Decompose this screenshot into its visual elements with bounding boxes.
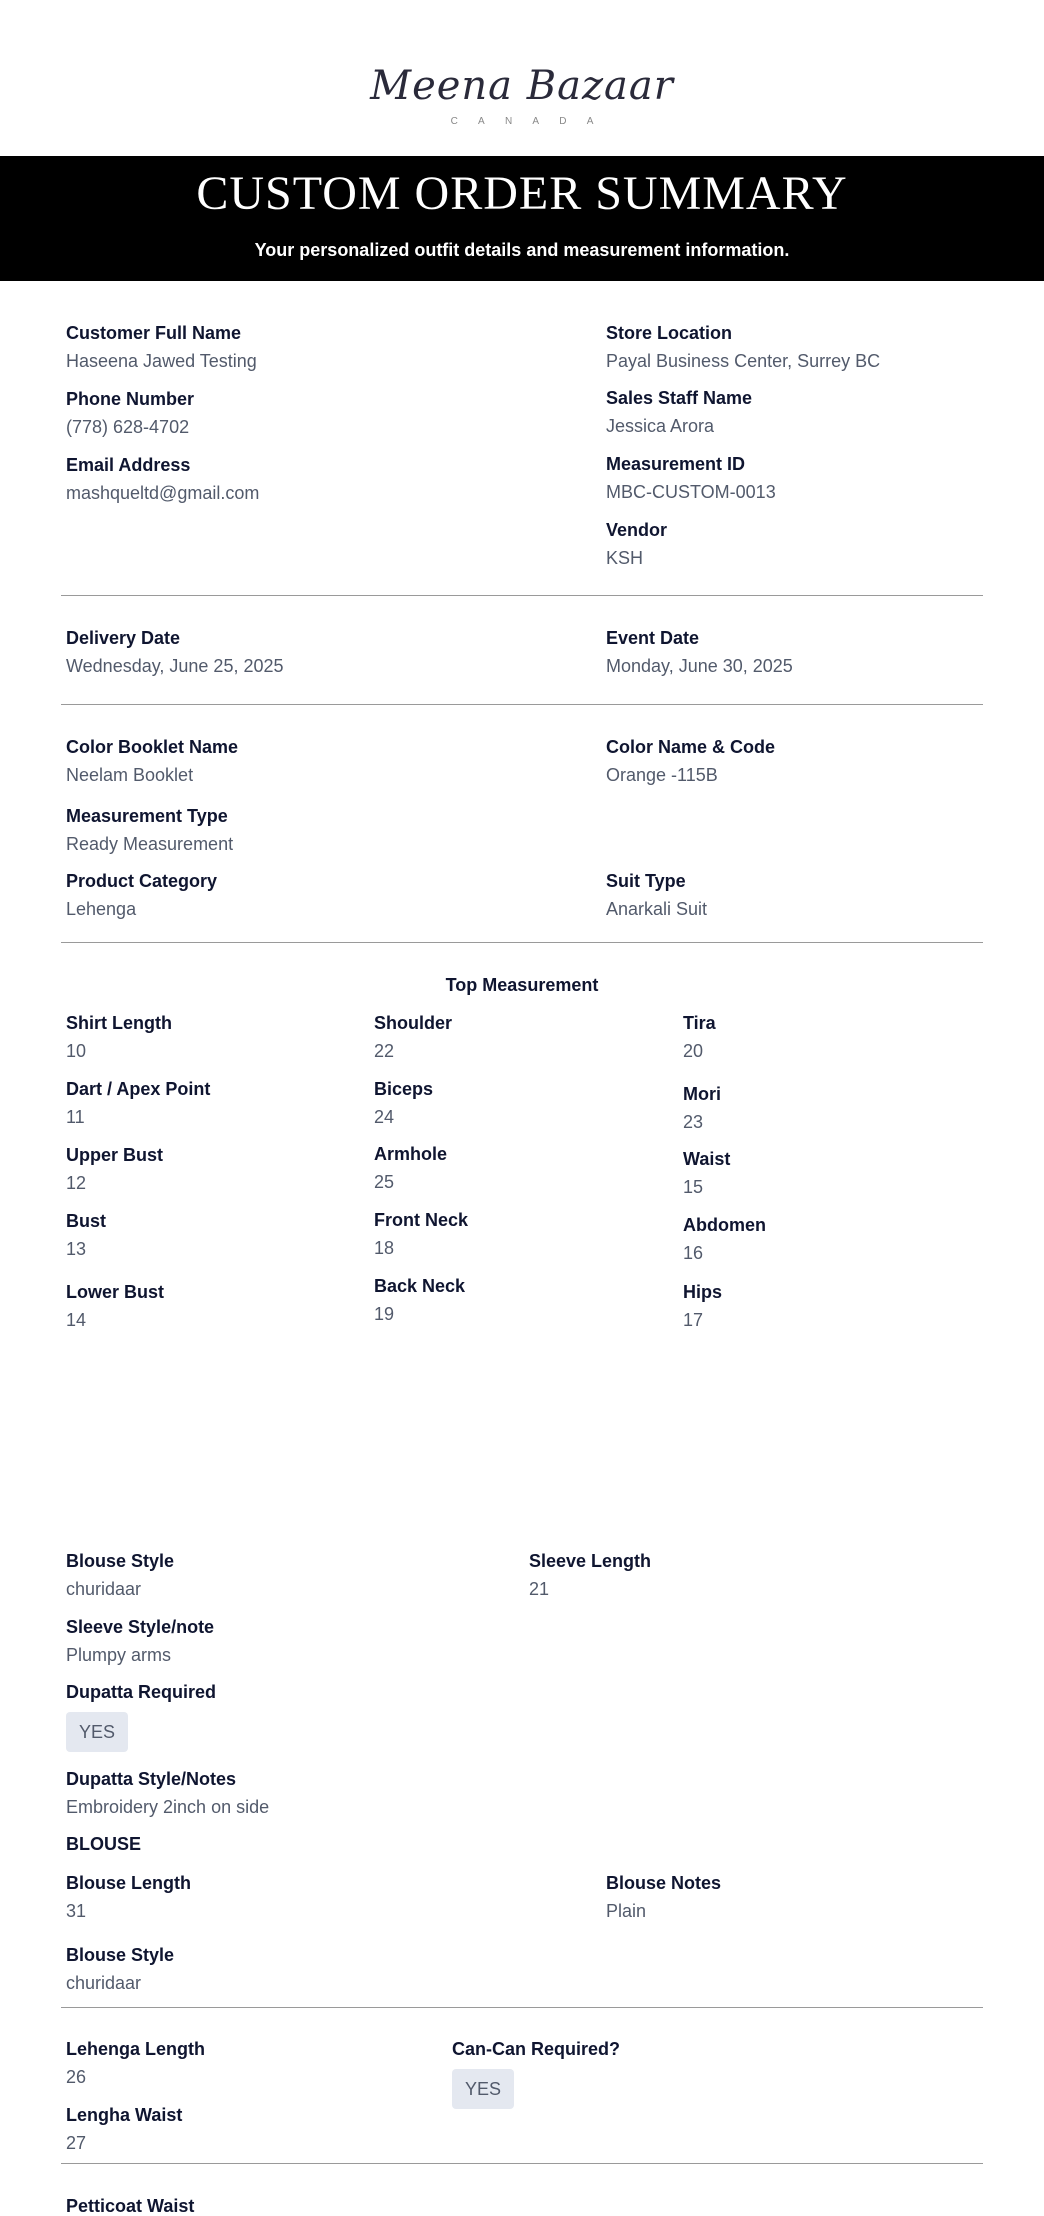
blouse-length-field	[66, 1872, 191, 1922]
measurement-hips	[683, 1281, 722, 1331]
field-label: Bust	[66, 1211, 106, 1231]
lehenga-waist-field	[66, 2104, 182, 2154]
blouse-heading	[66, 1833, 141, 1855]
field-value: 19	[374, 1304, 395, 1324]
blouse-notes-field	[606, 1872, 721, 1922]
field-value: Neelam Booklet	[66, 765, 194, 785]
section-divider	[61, 2007, 983, 2008]
field-label: Sleeve Style/note	[66, 1617, 215, 1637]
field-value: Anarkali Suit	[606, 899, 708, 919]
measurement-type-field	[66, 805, 233, 855]
section-heading: BLOUSE	[66, 1834, 142, 1854]
dupatta-required-field	[66, 1681, 216, 1752]
field-value: Embroidery 2inch on side	[66, 1797, 270, 1817]
field-label: Shoulder	[374, 1013, 453, 1033]
email-field	[66, 454, 259, 504]
field-value: 12	[66, 1173, 87, 1193]
measurement-dart-apex	[66, 1078, 210, 1128]
color-code-field	[606, 736, 775, 786]
top-measurement-heading: Top Measurement	[445, 975, 599, 995]
field-label: Abdomen	[683, 1215, 766, 1235]
header-banner	[0, 156, 1044, 281]
page-title: CUSTOM ORDER SUMMARY	[196, 167, 848, 220]
field-label: Sleeve Length	[529, 1551, 652, 1571]
field-label: Suit Type	[606, 871, 686, 891]
field-value: mashqueltd@gmail.com	[66, 483, 260, 503]
field-value: Plain	[606, 1901, 647, 1921]
field-label: Lengha Waist	[66, 2105, 183, 2125]
measurement-lower-bust	[66, 1281, 164, 1331]
field-label: Upper Bust	[66, 1145, 164, 1165]
measurement-upper-bust	[66, 1144, 163, 1194]
section-divider	[61, 704, 983, 705]
field-label: Blouse Notes	[606, 1873, 722, 1893]
status-badge: YES	[452, 2069, 514, 2109]
field-value: 22	[374, 1041, 395, 1061]
field-value: KSH	[606, 548, 644, 568]
field-label: Customer Full Name	[66, 323, 242, 343]
field-label: Event Date	[606, 628, 700, 648]
field-value: 14	[66, 1310, 87, 1330]
field-value: 25	[374, 1172, 395, 1192]
field-value: Lehenga	[66, 899, 137, 919]
field-label: Store Location	[606, 323, 733, 343]
field-value: 26	[66, 2067, 87, 2087]
measurement-shirt-length	[66, 1012, 172, 1062]
field-value: Jessica Arora	[606, 416, 715, 436]
field-label: Mori	[683, 1084, 721, 1104]
suit-type-field	[606, 870, 707, 920]
field-value: 27	[66, 2133, 87, 2153]
dupatta-notes-field	[66, 1768, 269, 1818]
measurement-shoulder	[374, 1012, 452, 1062]
field-label: Can-Can Required?	[452, 2039, 621, 2059]
brand-logo	[0, 63, 1044, 127]
field-value: 20	[683, 1041, 704, 1061]
field-label: Dupatta Style/Notes	[66, 1769, 237, 1789]
field-value: 13	[66, 1239, 87, 1259]
event-date-field	[606, 627, 793, 677]
measurement-front-neck	[374, 1209, 468, 1259]
measurement-id-field	[606, 453, 776, 503]
field-label: Vendor	[606, 520, 668, 540]
section-divider	[61, 595, 983, 596]
field-value: 18	[374, 1238, 395, 1258]
field-value: 31	[66, 1901, 87, 1921]
field-value: 17	[683, 1310, 704, 1330]
status-badge: YES	[66, 1712, 128, 1752]
field-value: churidaar	[66, 1579, 142, 1599]
page-subtitle: Your personalized outfit details and measurement information.	[254, 240, 790, 260]
field-label: Measurement ID	[606, 454, 746, 474]
measurement-back-neck	[374, 1275, 465, 1325]
measurement-armhole	[374, 1143, 447, 1193]
field-label: Dart / Apex Point	[66, 1079, 211, 1099]
sales-staff-field	[606, 387, 752, 437]
field-value: Orange -115B	[606, 765, 718, 785]
field-label: Blouse Style	[66, 1551, 175, 1571]
blouse-style-field-2	[66, 1944, 174, 1994]
field-label: Shirt Length	[66, 1013, 172, 1033]
field-label: Measurement Type	[66, 806, 228, 826]
field-value: (778) 628-4702	[66, 417, 190, 437]
field-value: Haseena Jawed Testing	[66, 351, 257, 371]
customer-name-field	[66, 322, 257, 372]
field-label: Dupatta Required	[66, 1682, 217, 1702]
field-label: Blouse Style	[66, 1945, 175, 1965]
phone-field	[66, 388, 194, 438]
field-label: Biceps	[374, 1079, 434, 1099]
field-label: Phone Number	[66, 389, 195, 409]
measurement-abdomen	[683, 1214, 766, 1264]
field-value: 10	[66, 1041, 87, 1061]
field-label: Sales Staff Name	[606, 388, 753, 408]
field-label: Hips	[683, 1282, 723, 1302]
measurement-tira	[683, 1012, 716, 1062]
field-value: Ready Measurement	[66, 834, 234, 854]
field-value: Plumpy arms	[66, 1645, 172, 1665]
field-value: 11	[66, 1107, 85, 1127]
logo-wordmark: Meena Bazaar	[370, 63, 674, 109]
field-label: Color Name & Code	[606, 737, 776, 757]
section-divider	[61, 2163, 983, 2164]
sleeve-style-field	[66, 1616, 214, 1666]
product-category-field	[66, 870, 217, 920]
field-label: Petticoat Waist	[66, 2196, 195, 2216]
field-label: Color Booklet Name	[66, 737, 239, 757]
field-label: Product Category	[66, 871, 218, 891]
lehenga-length-field	[66, 2038, 205, 2088]
field-label: Tira	[683, 1013, 716, 1033]
petticoat-waist-field	[66, 2195, 194, 2216]
field-label: Front Neck	[374, 1210, 469, 1230]
field-label: Blouse Length	[66, 1873, 191, 1893]
field-value: Wednesday, June 25, 2025	[66, 656, 284, 676]
field-value: 21	[529, 1579, 550, 1599]
field-value: MBC-CUSTOM-0013	[606, 482, 776, 502]
vendor-field	[606, 519, 667, 569]
measurement-bust	[66, 1210, 106, 1260]
field-label: Lehenga Length	[66, 2039, 205, 2059]
field-label: Waist	[683, 1149, 731, 1169]
field-label: Delivery Date	[66, 628, 181, 648]
field-value: 15	[683, 1177, 704, 1197]
field-value: 16	[683, 1243, 704, 1263]
field-label: Back Neck	[374, 1276, 466, 1296]
sleeve-length-field	[529, 1550, 651, 1600]
cancan-required-field	[452, 2038, 620, 2109]
measurement-mori	[683, 1083, 721, 1133]
field-value: Payal Business Center, Surrey BC	[606, 351, 881, 371]
blouse-style-field	[66, 1550, 174, 1600]
measurement-biceps	[374, 1078, 433, 1128]
measurement-waist	[683, 1148, 730, 1198]
store-location-field	[606, 322, 880, 372]
field-label: Lower Bust	[66, 1282, 165, 1302]
field-value: 24	[374, 1107, 395, 1127]
section-divider	[61, 942, 983, 943]
field-value: Monday, June 30, 2025	[606, 656, 793, 676]
field-value: churidaar	[66, 1973, 142, 1993]
logo-subtitle: C A N A D A	[450, 116, 603, 127]
color-booklet-field	[66, 736, 238, 786]
field-label: Email Address	[66, 455, 191, 475]
field-label: Armhole	[374, 1144, 448, 1164]
field-value: 23	[683, 1112, 704, 1132]
delivery-date-field	[66, 627, 284, 677]
